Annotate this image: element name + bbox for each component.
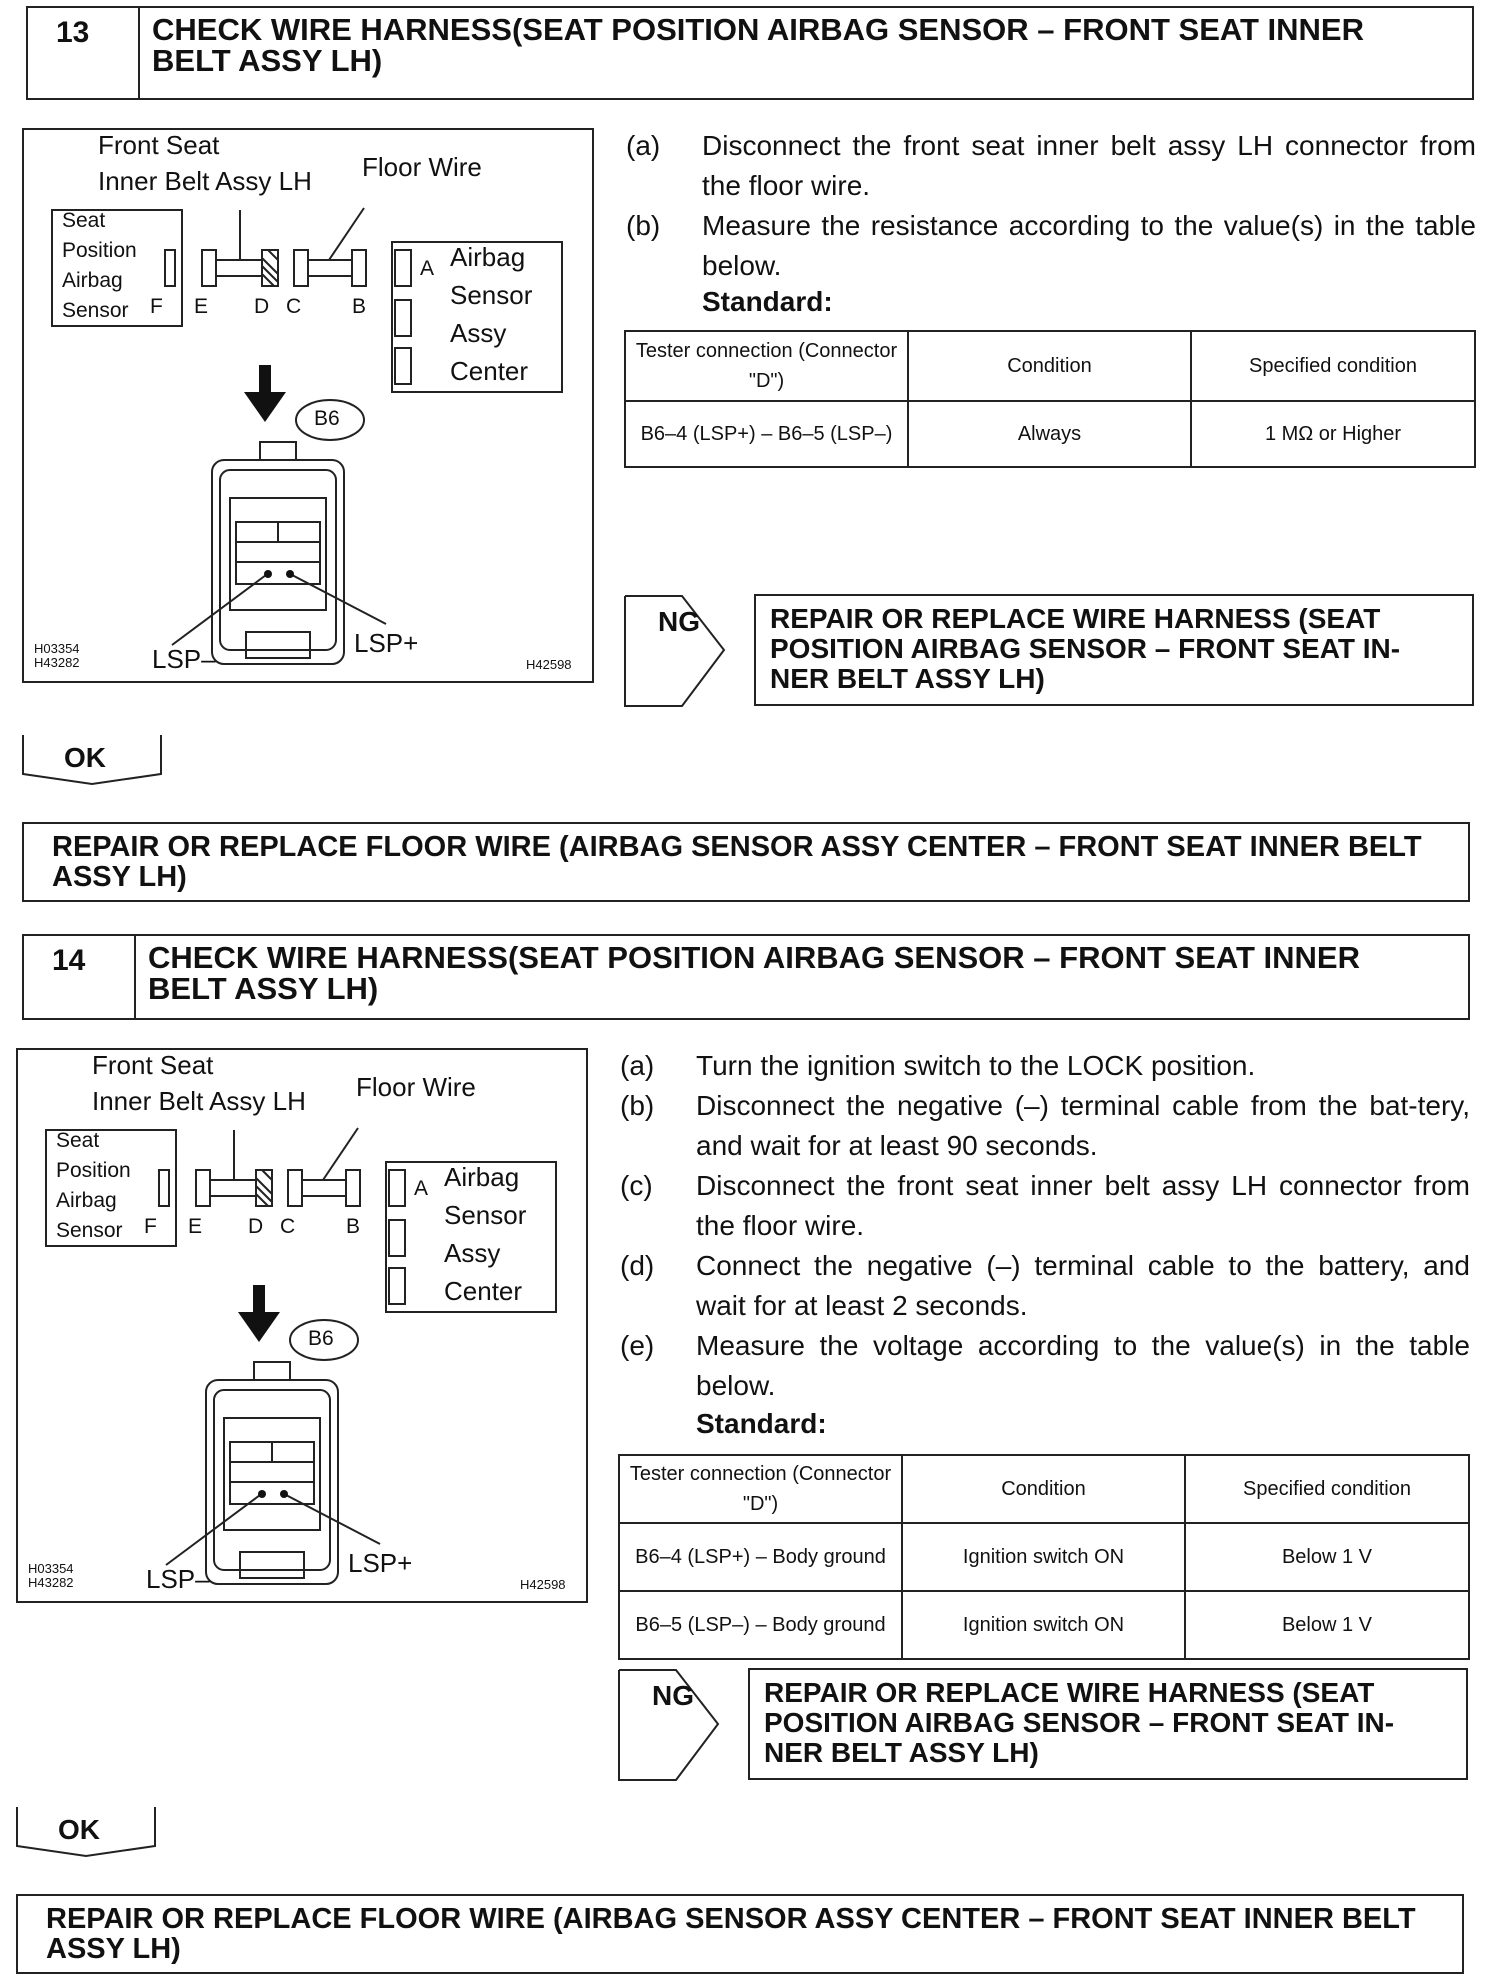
down-arrow-icon: [238, 1285, 280, 1342]
table-header: Specified condition: [1185, 1455, 1469, 1523]
step-14-instructions: [620, 1046, 1470, 1406]
label-b6: B6: [314, 407, 340, 430]
table-header: Condition: [902, 1455, 1185, 1523]
repair-floor-wire-14: REPAIR OR REPLACE FLOOR WIRE (AIRBAG SENSOR ASSY CENTER – FRONT SEAT INNER BELT ASSY LH): [16, 1894, 1464, 1974]
ng-label: NG: [652, 1680, 694, 1711]
label-assy: Assy: [450, 318, 507, 348]
instruction-letter: (a): [626, 130, 661, 161]
label-sensor: Sensor: [444, 1200, 527, 1230]
instruction-text: Measure the resistance according to the value(s) in the table below.: [702, 210, 1476, 281]
spec-table-14: [618, 1454, 1470, 1660]
table-cell: Below 1 V: [1185, 1523, 1469, 1591]
label-conn-b: B: [346, 1215, 361, 1238]
label-airbag: Airbag: [444, 1162, 520, 1192]
label-position: Position: [56, 1159, 131, 1182]
table-header: Tester connection (Connector "D"): [619, 1455, 902, 1523]
ok-tab-13: [22, 734, 162, 786]
instruction-letter: (b): [626, 210, 661, 241]
label-floor-wire: Floor Wire: [362, 152, 482, 182]
table-cell: Always: [908, 401, 1191, 467]
label-conn-f: F: [150, 295, 163, 318]
instruction-letter: (c): [620, 1170, 653, 1201]
label-conn-a: A: [420, 257, 435, 280]
table-row: [619, 1591, 1469, 1659]
table-cell: B6–4 (LSP+) – B6–5 (LSP–): [625, 401, 908, 467]
spec-table-13: [624, 330, 1476, 468]
label-airbag-small: Airbag: [56, 1189, 117, 1212]
table-cell: 1 MΩ or Higher: [1191, 401, 1475, 467]
ok-label: OK: [64, 742, 106, 773]
label-airbag: Airbag: [450, 242, 526, 272]
ng-block-14: [618, 1668, 1468, 1782]
table-header: Specified condition: [1191, 331, 1475, 401]
step-14-title: CHECK WIRE HARNESS(SEAT POSITION AIRBAG SENSOR – FRONT SEAT INNER BELT ASSY LH): [148, 940, 1360, 1006]
instruction-row: [620, 1246, 1470, 1326]
table-header: Tester connection (Connector "D"): [625, 331, 908, 401]
label-conn-a: A: [414, 1177, 429, 1200]
label-conn-f: F: [144, 1215, 157, 1238]
label-lsp-plus: LSP+: [348, 1548, 413, 1578]
instruction-row: [626, 206, 1476, 286]
figure-codes: H03354 H43282: [28, 1561, 74, 1590]
label-sensor-small: Sensor: [56, 1219, 123, 1242]
repair-floor-wire-13: REPAIR OR REPLACE FLOOR WIRE (AIRBAG SENSOR ASSY CENTER – FRONT SEAT INNER BELT ASSY LH): [22, 822, 1470, 902]
table-cell: Ignition switch ON: [902, 1523, 1185, 1591]
down-arrow-icon: [244, 365, 286, 422]
label-sensor-small: Sensor: [62, 299, 129, 322]
label-center: Center: [450, 356, 529, 386]
wiring-diagram: [18, 1050, 590, 1605]
instruction-row: [620, 1326, 1470, 1406]
figure-id: H42598: [520, 1577, 566, 1592]
instruction-letter: (a): [620, 1050, 655, 1081]
instruction-text: Disconnect the front seat inner belt assy LH connector from the floor wire.: [696, 1170, 1470, 1241]
ng-block-13: [624, 594, 1474, 708]
label-lsp-plus: LSP+: [354, 628, 419, 658]
instruction-row: [626, 126, 1476, 206]
label-lsp-minus: LSP–: [152, 644, 216, 674]
label-sensor: Sensor: [450, 280, 533, 310]
instruction-row: [620, 1166, 1470, 1246]
table-header: Condition: [908, 331, 1191, 401]
table-row: [619, 1523, 1469, 1591]
label-conn-e: E: [188, 1215, 203, 1238]
label-conn-c: C: [280, 1215, 296, 1238]
label-position: Position: [62, 239, 137, 262]
label-conn-c: C: [286, 295, 302, 318]
ok-tab-14: [16, 1806, 156, 1858]
step-13-title: CHECK WIRE HARNESS(SEAT POSITION AIRBAG SENSOR – FRONT SEAT INNER BELT ASSY LH): [152, 12, 1364, 78]
instruction-letter: (b): [620, 1090, 655, 1121]
ok-label: OK: [58, 1814, 100, 1845]
label-conn-d: D: [248, 1215, 264, 1238]
step-13-figure: [22, 128, 594, 683]
figure-id: H42598: [526, 657, 572, 672]
table-cell: B6–5 (LSP–) – Body ground: [619, 1591, 902, 1659]
label-front-seat: Front Seat: [92, 1050, 214, 1080]
instruction-letter: (e): [620, 1330, 655, 1361]
label-seat: Seat: [56, 1129, 100, 1152]
step-14-figure: [16, 1048, 588, 1603]
instruction-text: Disconnect the front seat inner belt assy LH connector from the floor wire.: [702, 130, 1476, 201]
label-conn-b: B: [352, 295, 367, 318]
label-center: Center: [444, 1276, 523, 1306]
standard-label: Standard:: [696, 1408, 827, 1439]
label-floor-wire: Floor Wire: [356, 1072, 476, 1102]
label-lsp-minus: LSP–: [146, 1564, 210, 1594]
instruction-letter: (d): [620, 1250, 655, 1281]
table-cell: B6–4 (LSP+) – Body ground: [619, 1523, 902, 1591]
step-13-number: 13: [28, 8, 140, 98]
standard-label: Standard:: [702, 286, 833, 317]
label-seat: Seat: [62, 209, 106, 232]
label-assy: Assy: [444, 1238, 501, 1268]
instruction-text: Measure the voltage according to the value(s) in the table below.: [696, 1330, 1470, 1401]
step-13-header: [26, 6, 1474, 100]
label-inner-belt: Inner Belt Assy LH: [98, 166, 312, 196]
ng-label: NG: [658, 606, 700, 637]
label-b6: B6: [308, 1327, 334, 1350]
wiring-diagram: [24, 130, 596, 685]
ng-action: REPAIR OR REPLACE WIRE HARNESS (SEAT POSITION AIRBAG SENSOR – FRONT SEAT IN-NER BELT ASSY LH): [748, 1668, 1468, 1780]
instruction-text: Disconnect the negative (–) terminal cable from the bat-tery, and wait for at least 90 seconds.: [696, 1090, 1470, 1161]
label-conn-d: D: [254, 295, 270, 318]
ng-action: REPAIR OR REPLACE WIRE HARNESS (SEAT POSITION AIRBAG SENSOR – FRONT SEAT IN-NER BELT ASSY LH): [754, 594, 1474, 706]
table-cell: Below 1 V: [1185, 1591, 1469, 1659]
label-inner-belt: Inner Belt Assy LH: [92, 1086, 306, 1116]
figure-codes: H03354 H43282: [34, 641, 80, 670]
step-14-header: [22, 934, 1470, 1020]
instruction-text: Connect the negative (–) terminal cable to the battery, and wait for at least 2 seconds.: [696, 1250, 1470, 1321]
instruction-text: Turn the ignition switch to the LOCK position.: [696, 1050, 1256, 1081]
step-14-number: 14: [24, 936, 136, 1018]
instruction-row: [620, 1086, 1470, 1166]
label-front-seat: Front Seat: [98, 130, 220, 160]
label-airbag-small: Airbag: [62, 269, 123, 292]
instruction-row: [620, 1046, 1470, 1086]
label-conn-e: E: [194, 295, 209, 318]
step-13-instructions: [626, 126, 1476, 286]
table-cell: Ignition switch ON: [902, 1591, 1185, 1659]
table-row: [625, 401, 1475, 467]
